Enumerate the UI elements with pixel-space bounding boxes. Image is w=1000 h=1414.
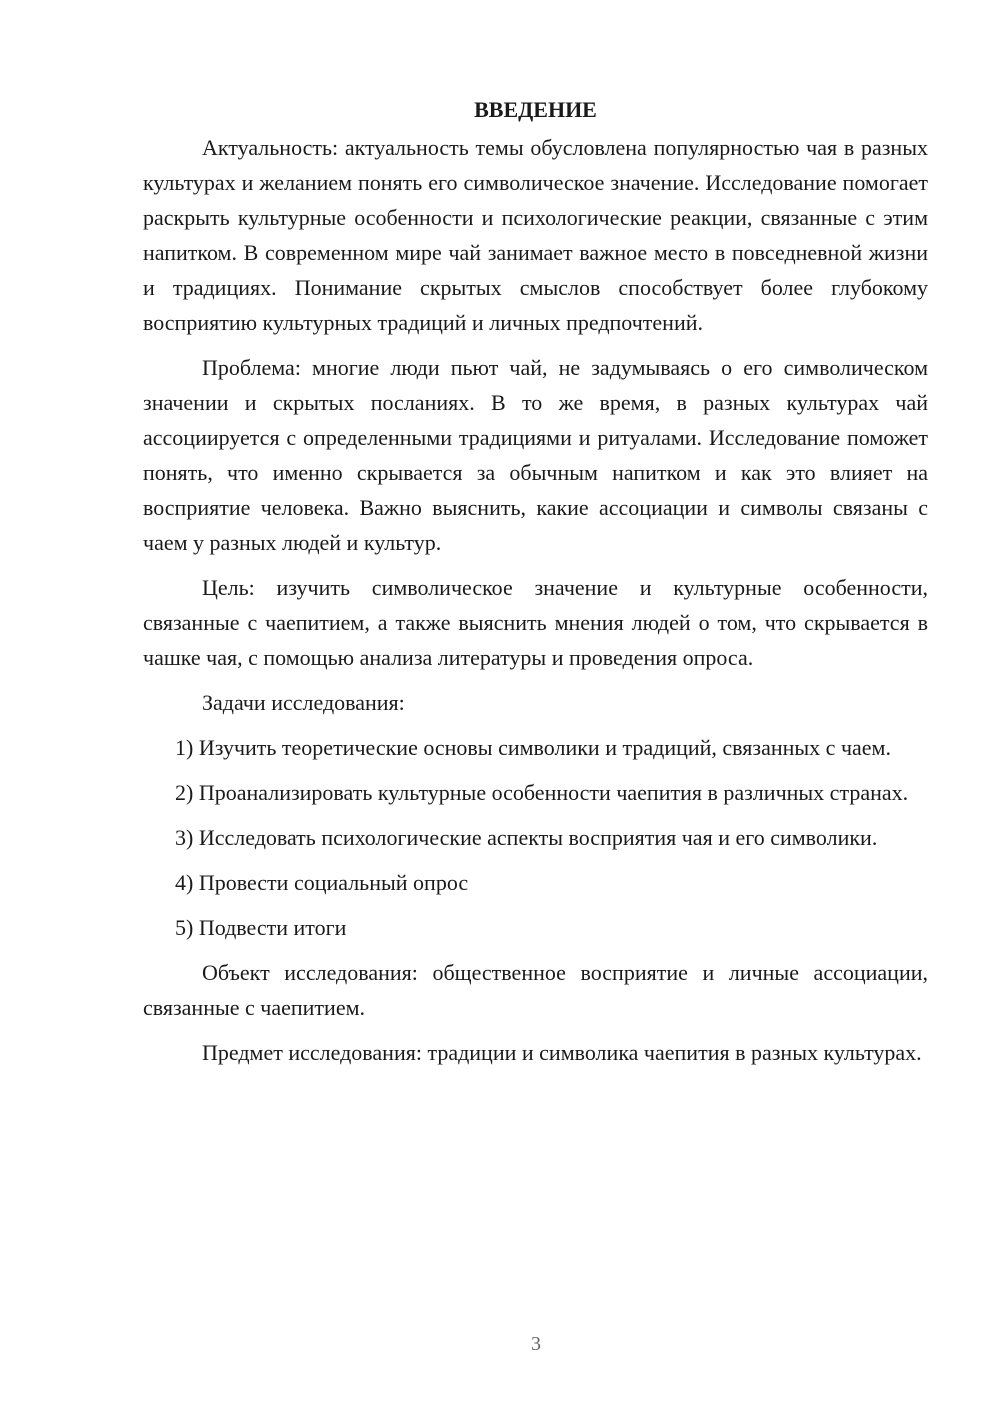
task-item: 5) Подвести итоги — [175, 915, 347, 940]
document-page — [143, 92, 928, 1080]
paragraph-goal: Цель: изучить символическое значение и культурные особенности, связанные с чаепитием, а также выяснить мнения людей о том, что скрывается в чашке чая, с помощью анализа литературы и проведения опроса. — [143, 575, 928, 670]
task-item: 1) Изучить теоретические основы символики и традиций, связанных с чаем. — [175, 735, 891, 760]
paragraph-subject: Предмет исследования: традиции и символика чаепития в разных культурах. — [202, 1040, 922, 1065]
page-number: 3 — [531, 1333, 541, 1355]
section-title: ВВЕДЕНИЕ — [474, 97, 597, 122]
task-item: 4) Провести социальный опрос — [175, 870, 469, 895]
paragraph-object: Объект исследования: общественное восприятие и личные ассоциации, связанные с чаепитием. — [143, 960, 928, 1020]
tasks-heading: Задачи исследования: — [202, 690, 405, 715]
task-item: 3) Исследовать психологические аспекты восприятия чая и его символики. — [175, 825, 878, 850]
paragraph-problem: Проблема: многие люди пьют чай, не задумываясь о его символическом значении и скрытых посланиях. В то же время, в разных культурах чай ассоциируется с определенными традициями и ритуалами. Исследование поможет понять, что именно скрывается за обычным напитком и как это влияет на восприятие человека. Важно выяснить, какие ассоциации и символы связаны с чаем у разных людей и культур. — [143, 355, 928, 555]
paragraph-relevance: Актуальность: актуальность темы обусловлена популярностью чая в разных культурах и желанием понять его символическое значение. Исследование помогает раскрыть культурные особенности и психологические реакции, связанные с этим напитком. В современном мире чай занимает важное место в повседневной жизни и традициях. Понимание скрытых смыслов способствует более глубокому восприятию культурных традиций и личных предпочтений. — [143, 135, 928, 335]
task-item: 2) Проанализировать культурные особенности чаепития в различных странах. — [175, 780, 909, 805]
